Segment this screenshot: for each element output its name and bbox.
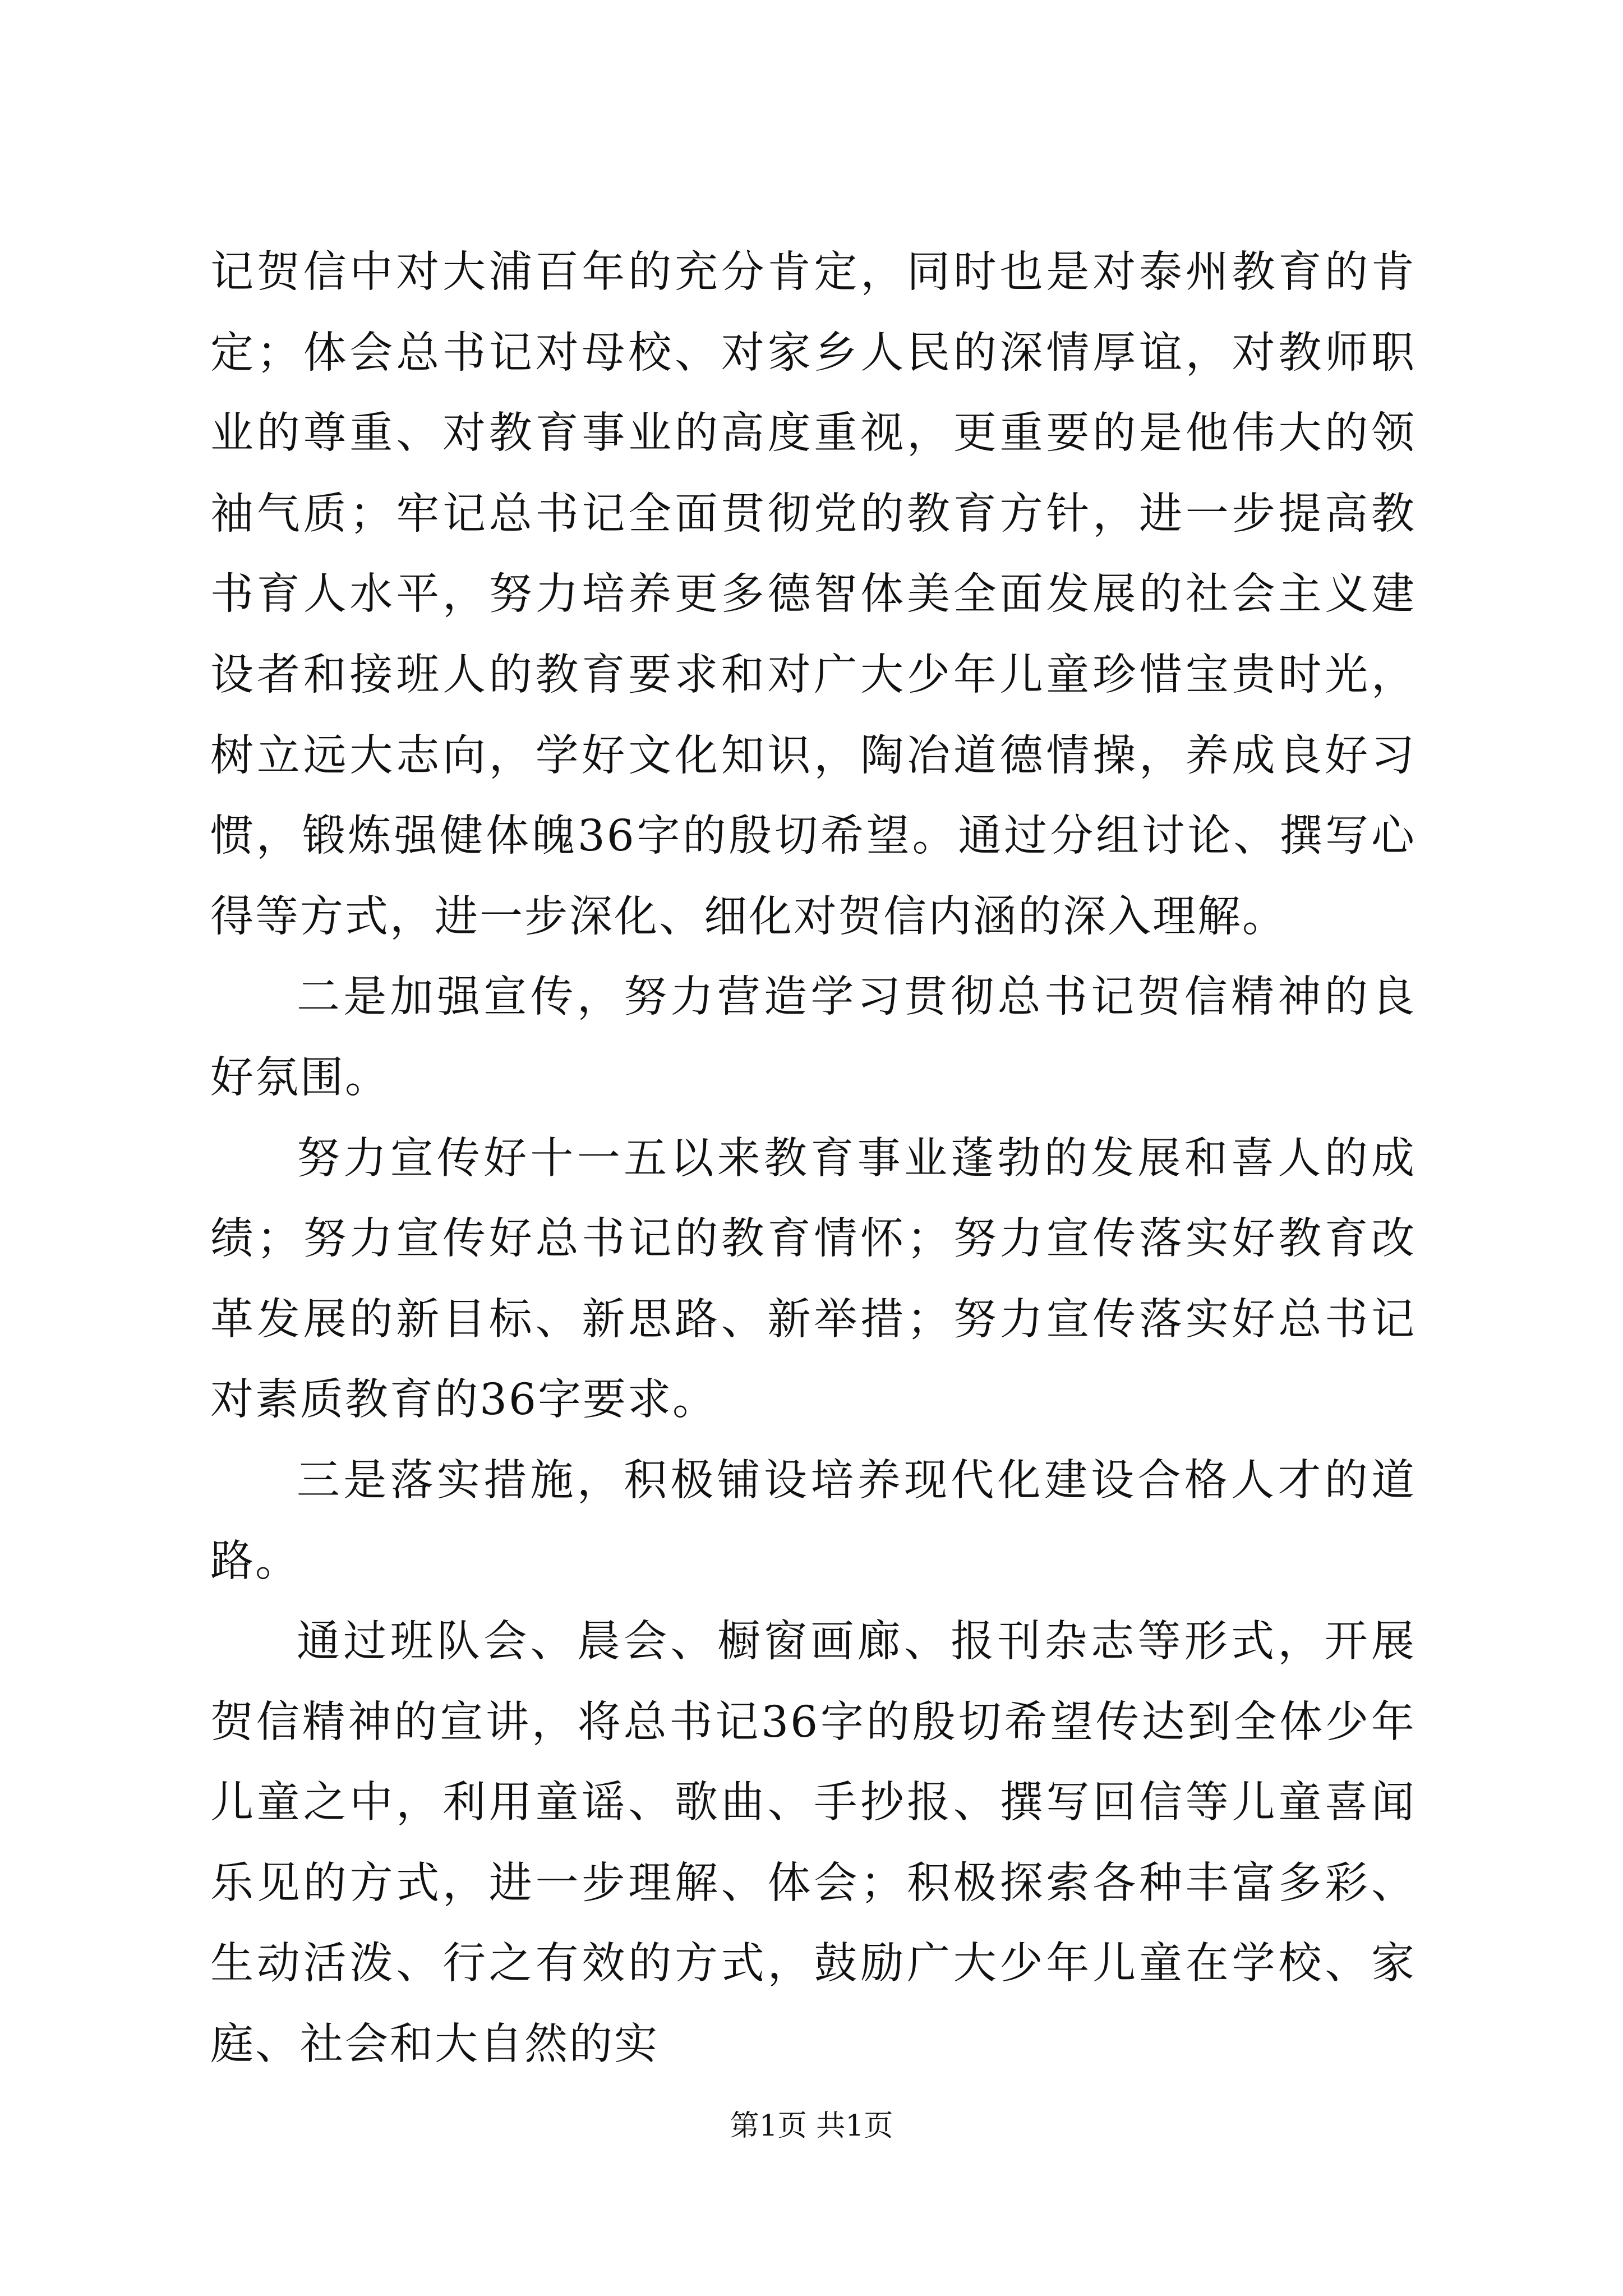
paragraph-measures-details: 通过班队会、晨会、橱窗画廊、报刊杂志等形式，开展贺信精神的宣讲，将总书记36字的殷切希望传达到全体少年儿童之中，利用童谣、歌曲、手抄报、撰写回信等儿童喜闻乐见的方式，进一步理解、体会；积极探索各种丰富多彩、生动活泼、行之有效的方式，鼓励广大少年儿童在学校、家庭、社会和大自然的实 — [210, 1617, 1416, 2070]
page-footer: 第1页 共1页 — [730, 2109, 893, 2143]
paragraph-heading-measures: 三是落实措施，积极铺设培养现代化建设合格人才的道路。 — [210, 1455, 1416, 1586]
document-body — [210, 232, 1416, 2085]
paragraph-heading-publicity: 二是加强宣传，努力营造学习贯彻总书记贺信精神的良好氛围。 — [210, 972, 1416, 1103]
paragraph-publicity-details: 努力宣传好十一五以来教育事业蓬勃的发展和喜人的成绩；努力宣传好总书记的教育情怀；努力宣传落实好教育改革发展的新目标、新思路、新举措；努力宣传落实好总书记对素质教育的36字要求。 — [210, 1133, 1416, 1425]
paragraph-continued: 记贺信中对大浦百年的充分肯定，同时也是对泰州教育的肯定；体会总书记对母校、对家乡人民的深情厚谊，对教师职业的尊重、对教育事业的高度重视，更重要的是他伟大的领袖气质；牢记总书记全面贯彻党的教育方针，进一步提高教书育人水平，努力培养更多德智体美全面发展的社会主义建设者和接班人的教育要求和对广大少年儿童珍惜宝贵时光，树立远大志向，学好文化知识，陶冶道德情操，养成良好习惯，锻炼强健体魄36字的殷切希望。通过分组讨论、撰写心得等方式，进一步深化、细化对贺信内涵的深入理解。 — [210, 247, 1416, 942]
